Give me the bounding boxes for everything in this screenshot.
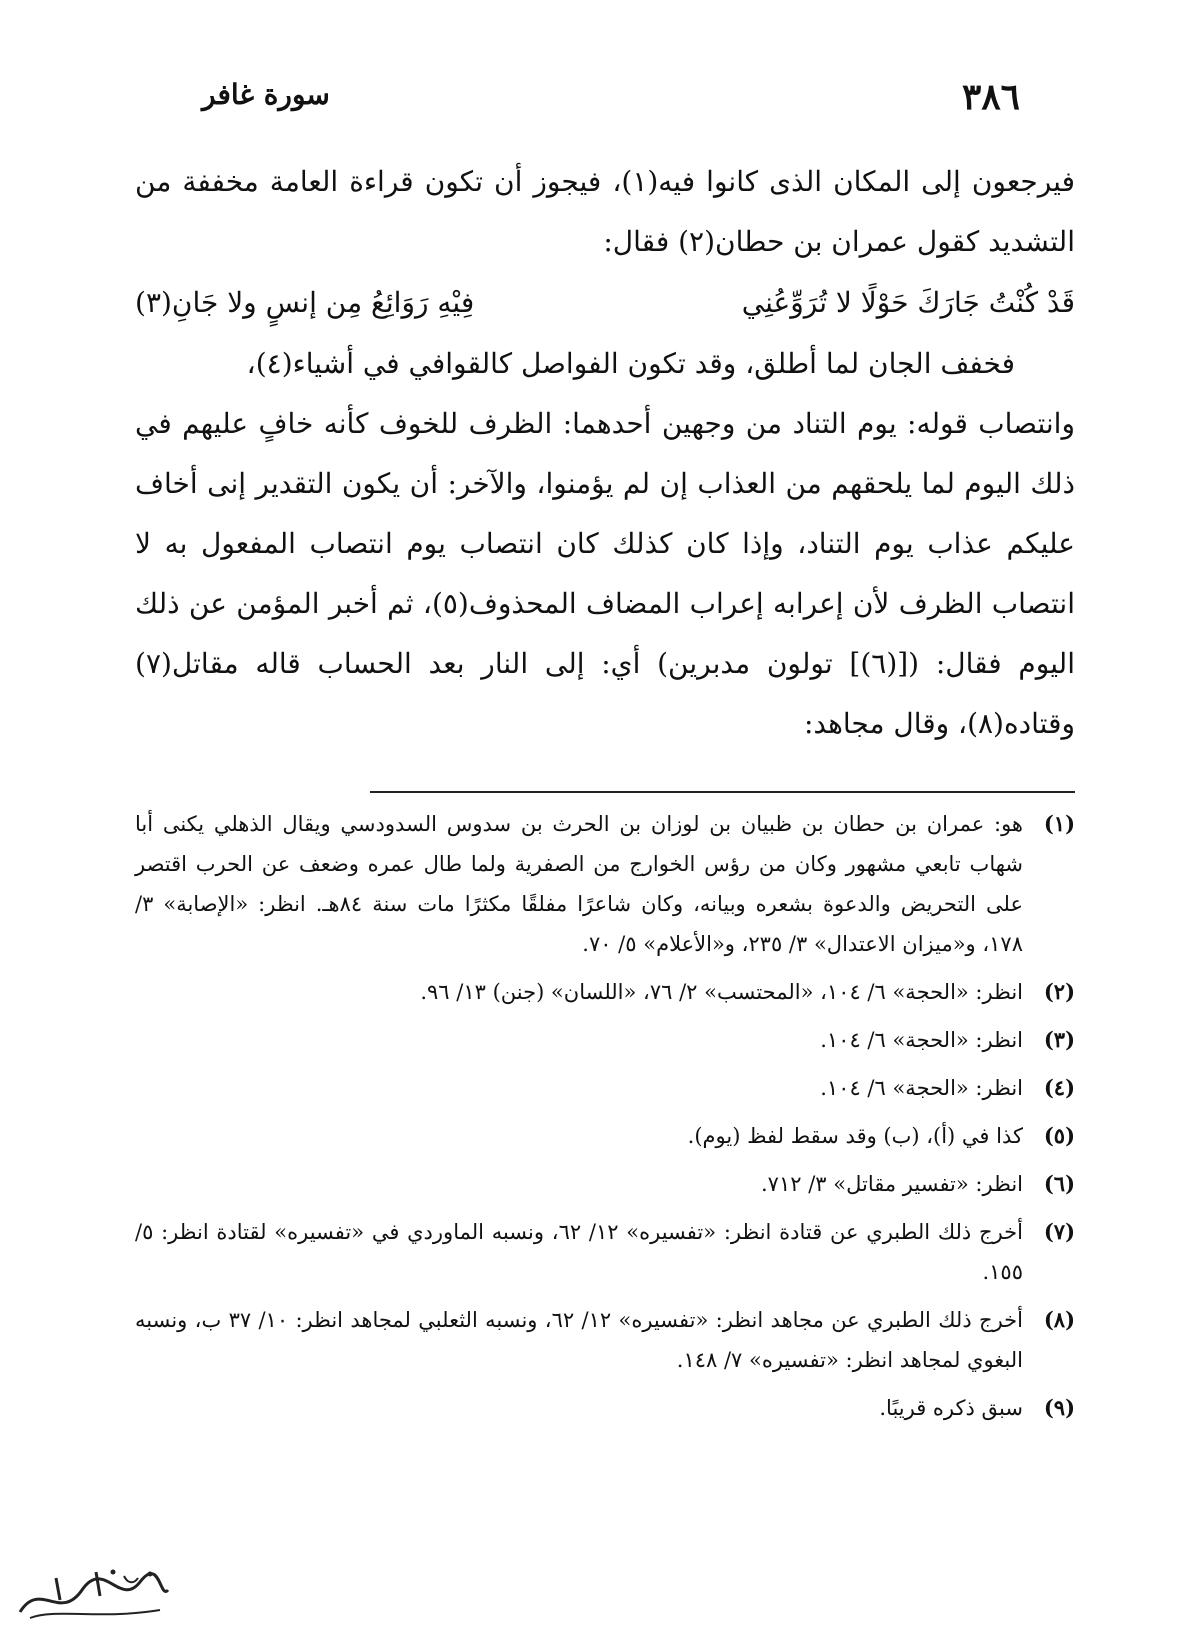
page-header xyxy=(190,72,1020,132)
footnote-separator xyxy=(370,791,1075,793)
footnote-item xyxy=(135,1020,1075,1060)
paragraph-2: فخفف الجان لما أطلق، وقد تكون الفواصل كالقوافي في أشياء(٤)، xyxy=(246,347,1015,380)
footnote-number: (٢) xyxy=(1043,979,1075,1004)
footnote-item xyxy=(135,1116,1075,1156)
publisher-logo xyxy=(10,1560,175,1630)
footnote-number: (٣) xyxy=(1043,1027,1075,1052)
footnote-text: أخرج ذلك الطبري عن قتادة انظر: «تفسيره» ١٢/ ٦٢، ونسبه الماوردي في «تفسيره» لقتادة انظر: ٥/ ١٥٥. xyxy=(135,1220,1023,1284)
footnote-number: (٥) xyxy=(1043,1123,1075,1148)
surah-title: سورة غافر xyxy=(202,78,330,111)
footnote-number: (٨) xyxy=(1043,1307,1075,1332)
footnote-item xyxy=(135,1068,1075,1108)
footnote-number: (٧) xyxy=(1043,1219,1075,1244)
footnote-text: هو: عمران بن حطان بن ظبيان بن لوزان بن الحرث بن سدوس السدودسي ويقال الذهلي يكنى أبا شهاب تابعي مشهور وكان من رؤس الخوارج من الصفرية ولما طال عمره وضعف عن الحرب اقتصر على التحريض والدعوة بشعره وبيانه، وكان شاعرًا مفلقًا مكثرًا مات سنة ٨٤هـ. انظر: «الإصابة» ٣/ ١٧٨، و«ميزان الاعتدال» ٣/ ٢٣٥، و«الأعلام» ٥/ ٧٠. xyxy=(135,812,1023,956)
footnote-text: انظر: «الحجة» ٦/ ١٠٤، «المحتسب» ٢/ ٧٦، «اللسان» (جنن) ١٣/ ٩٦. xyxy=(420,980,1023,1004)
footnote-number: (٤) xyxy=(1043,1075,1075,1100)
page-number: ٣٨٦ xyxy=(961,76,1020,118)
footnote-item xyxy=(135,1164,1075,1204)
footnote-text: انظر: «الحجة» ٦/ ١٠٤. xyxy=(820,1076,1023,1100)
footnote-number: (٦) xyxy=(1043,1171,1075,1196)
footnote-text: انظر: «تفسير مقاتل» ٣/ ٧١٢. xyxy=(760,1172,1023,1196)
footnote-item xyxy=(135,1212,1075,1292)
footnote-number: (٩) xyxy=(1043,1395,1075,1420)
footnote-item xyxy=(135,1388,1075,1428)
footnote-number: (١) xyxy=(1043,811,1075,836)
paragraph-1: فيرجعون إلى المكان الذى كانوا فيه(١)، فيجوز أن تكون قراءة العامة مخففة من التشديد كقول عمران بن حطان(٢) فقال: xyxy=(135,165,1075,258)
footnotes xyxy=(135,804,1075,1436)
verse-first-hemistich: قَدْ كُنْتُ جَارَكَ حَوْلًا لا تُرَوِّعُنِي xyxy=(741,286,1075,319)
poetry-verse xyxy=(135,272,1075,334)
footnote-text: سبق ذكره قريبًا. xyxy=(879,1396,1023,1420)
footnote-item xyxy=(135,804,1075,964)
footnote-text: أخرج ذلك الطبري عن مجاهد انظر: «تفسيره» ١٢/ ٦٢، ونسبه الثعلبي لمجاهد انظر: ١٠/ ٣٧ ب، ونسبه البغوي لمجاهد انظر: «تفسيره» ٧/ ١٤٨. xyxy=(135,1308,1023,1372)
verse-second-hemistich: فِيْهِ رَوَائِعُ مِن إنسٍ ولا جَانِ(٣) xyxy=(135,286,475,319)
paragraph-3: وانتصاب قوله: يوم التناد من وجهين أحدهما: الظرف للخوف كأنه خافٍ عليهم في ذلك اليوم لما يلحقهم من العذاب إن لم يؤمنوا، والآخر: أن يكون التقدير إنى أخاف عليكم عذاب يوم التناد، وإذا كان كذلك كان انتصاب يوم انتصاب المفعول به لا انتصاب الظرف لأن إعرابه إعراب المضاف المحذوف(٥)، ثم أخبر المؤمن عن ذلك اليوم فقال: ([(٦)] تولون مدبرين) أي: إلى النار بعد الحساب قاله مقاتل(٧) وقتاده(٨)، وقال مجاهد: xyxy=(135,407,1075,740)
footnote-item xyxy=(135,1300,1075,1380)
footnote-item xyxy=(135,972,1075,1012)
main-body xyxy=(135,152,1075,754)
footnote-text: كذا في (أ)، (ب) وقد سقط لفظ (يوم). xyxy=(687,1124,1023,1148)
footnote-text: انظر: «الحجة» ٦/ ١٠٤. xyxy=(820,1028,1023,1052)
